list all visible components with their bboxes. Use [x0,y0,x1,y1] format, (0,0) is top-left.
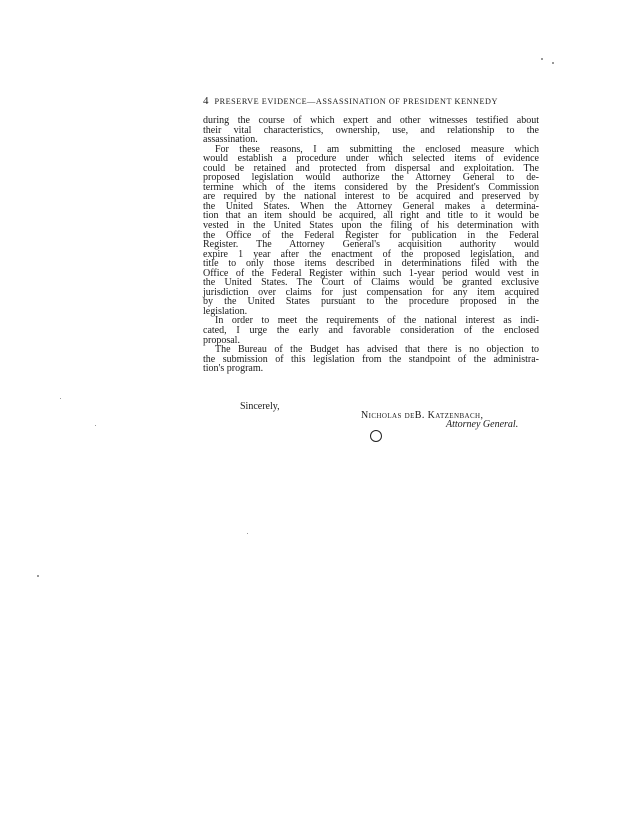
body-line: Office of the Federal Register within such 1-year period would vest in [203,267,539,279]
signer-title: Attorney General. [446,419,519,430]
body-line: are required by the national interest to be acquired and preserved by [203,191,539,203]
scan-speck [247,533,248,534]
body-line: assassination. [203,134,258,146]
body-line: the Office of the Federal Register for publication in the Federal [203,229,539,241]
running-title: PRESERVE EVIDENCE—ASSASSINATION OF PRESIDENT KENNEDY [214,97,498,106]
body-line: could be retained and protected from dispersal and exploitation. The [203,162,539,174]
body-line: the submission of this legislation from the standpoint of the administra- [203,353,539,365]
body-line: For these reasons, I am submitting the enclosed measure which [215,143,539,155]
body-line: proposal. [203,334,240,346]
letter-body [203,116,539,374]
body-line: by the United States pursuant to the procedure proposed in the [203,296,539,308]
running-header [203,95,539,107]
body-line: vested in the United States upon the filing of his determination with [203,220,539,232]
scan-speck [95,425,96,426]
page-number: 4 [203,95,209,107]
body-line: tion's program. [203,363,264,375]
body-line: would establish a procedure under which selected items of evidence [203,153,539,165]
scan-speck [552,62,554,64]
body-line: cated, I urge the early and favorable consideration of the enclosed [203,325,539,337]
scan-speck [37,575,39,577]
body-line: title to only those items described in determinations filed with the [203,258,539,270]
closing-salutation: Sincerely, [240,401,280,412]
body-line: jurisdiction over claims for just compensation for any item acquired [203,286,539,298]
body-line: the United States. When the Attorney General makes a determina- [203,200,539,212]
body-line: the United States. The Court of Claims would be granted exclusive [203,277,539,289]
signer-name: Nicholas deB. Katzenbach, [361,410,484,421]
end-mark-circle-icon [370,430,382,442]
body-line: during the course of which expert and other witnesses testified about [203,115,539,126]
body-line: legislation. [203,305,248,317]
scan-speck [541,58,543,60]
scan-speck [60,398,61,399]
body-line: tion that an item should be acquired, all right and title to it would be [203,210,539,222]
body-line: In order to meet the requirements of the national interest as indi- [215,315,539,327]
body-line: Register. The Attorney General's acquisition authority would [203,239,539,251]
body-line: proposed legislation would authorize the Attorney General to de- [203,172,539,184]
body-line: their vital characteristics, ownership, use, and relationship to the [203,124,539,136]
body-line: expire 1 year after the enactment of the proposed legislation, and [203,248,539,260]
body-line: The Bureau of the Budget has advised that there is no objection to [215,344,539,356]
body-line: termine which of the items considered by the President's Commission [203,181,539,193]
